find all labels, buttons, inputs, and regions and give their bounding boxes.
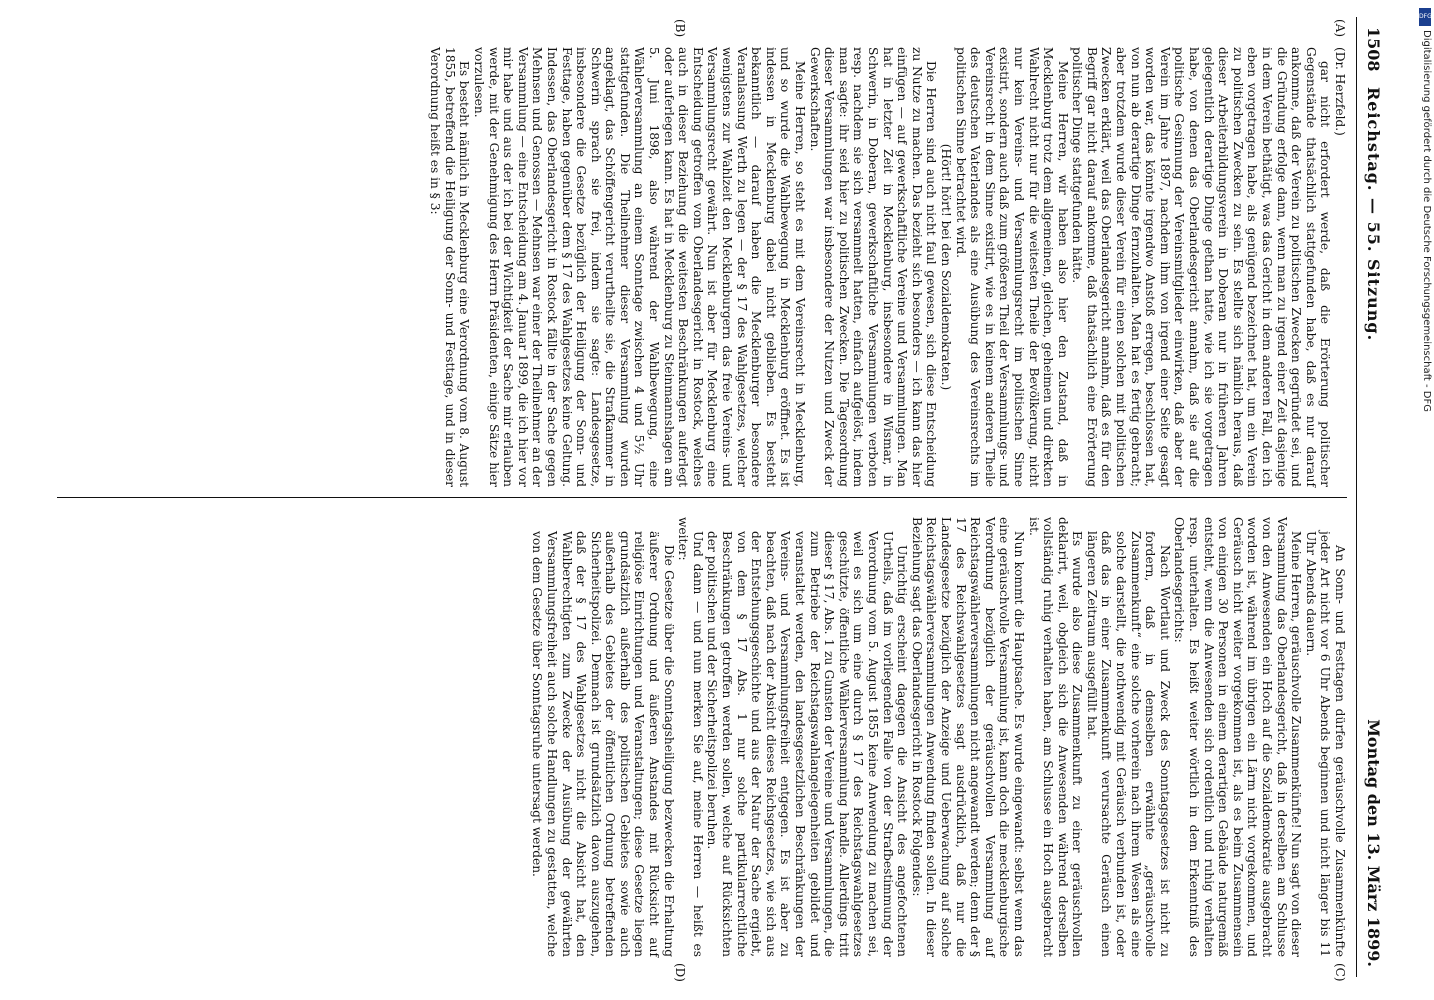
dfg-logo: DFG xyxy=(1419,8,1431,26)
session-title: Reichstag. — 55. Sitzung. xyxy=(1364,87,1383,342)
paragraph: Es besteht nämlich in Mecklenburg eine Verordnung vom 8. August 1855, betreffend die Heiligung der Sonn- und Festtage, und in dieser Verordnung heißt es in § 3: xyxy=(428,47,472,487)
margin-marker-c: (C) xyxy=(1333,963,1347,982)
paragraph: Die Herren sind auch nicht faul gewesen, sich diese Entscheidung zu Nutze zu machen. Das bezieht sich besonders — ich kann das hier einfügen — auf gewerkschaftliche Vereine und Versammlungen. Man hat in letzter Zeit in Mecklenburg, insbesondere in Wismar, in Schwerin, in Doberan, gewerkschaftliche Versammlungen verboten resp. nachdem sie sich versammelt hatten, einfach aufgelöst, indem man sagte: ihr seid hier zu politischen Zwecken. Die Tagesordnung dieser Versammlungen war insbesondere der Nutzen und Zweck der Gewerkschaften. xyxy=(807,47,939,487)
speaker-name: (Dr. Herzfeld.) xyxy=(1333,47,1347,136)
margin-marker-a: (A) xyxy=(1333,19,1347,38)
interjection: (Hört! hört! bei den Sozialdemokraten.) xyxy=(938,143,953,391)
right-column xyxy=(530,517,1347,957)
session-date: Montag den 13. März 1899. xyxy=(1364,719,1383,967)
quoted-paragraph: An Sonn- und Festtagen dürfen geräuschvolle Zusammenkünfte jeder Art nicht vor 6 Uhr Abends beginnen und nicht länger bis 11 Uhr Abends dauern. xyxy=(1303,531,1347,957)
paragraph: Meine Herren, so steht es mit dem Vereinsrecht in Mecklenburg, und so wurde die Wahlbewegung in Mecklenburg eröffnet. Es ist indessen in Mecklenburg dabei nicht geblieben. Es besteht bekanntlich — darauf haben die Mecklenburger besondere Veranlassung Werth zu legen — der § 17 des Wahlgesetzes, welcher wenigstens zur Wahlzeit den Mecklenburgern das freie Vereins- und Versammlungsrecht gewährt. Nun ist aber für Mecklenburg eine Entscheidung getroffen vom Oberlandesgericht in Rostock, welches auch in dieser Beziehung die weitesten Beschränkungen auferlegt oder auferlegen kann. Es hat in Mecklenburg zu Steinmannshagen am 5. Juni 1898, also während der Wahlbewegung, eine Wählerversammlung an einem Sonntage zwischen 4 und 5½ Uhr stattgefunden. Die Theilnehmer dieser Versammlung wurden angeklagt, das Schöffengericht verurtheilte sie, die Strafkammer in Schwerin sprach sie frei, indem sie sagte: Landesgesetze, insbesondere die Gesetze bezüglich der Heiligung der Sonn- und Festtage, haben gegenüber dem § 17 des Wahlgesetzes keine Geltung. Indessen, das Oberlandesgericht in Rostock fällte in der Sache gegen Mehnsen und Genossen — Mehnsen war einer der Theilnehmer an der Versammlung — eine Entscheidung am 4. Januar 1899, die ich hier vor mir habe und aus der ich bei der Wichtigkeit der Sache mir erlauben werde, mit der Genehmigung des Herrn Präsidenten, einige Sätze hier vorzulesen. xyxy=(471,47,808,487)
digitization-note-text: Digitalisierung gefördert durch die Deutsche Forschungsgemeinschaft - DFG xyxy=(1421,30,1432,413)
quoted-paragraph: Unrichtig erscheint dagegen die Ansicht des angefochtenen Urtheils, daß im vorliegenden Falle von der Strafbestimmung der Verordnung vom 5. August 1855 keine Anwendung zu machen sei, weil es sich um eine durch § 17 des Reichstagswahlgesetzes geschützte, öffentliche Wählerversammlung handle. Allerdings tritt dieser § 17, Abs. 1 zu Gunsten der Vereine und Versammlungen, die zum Betriebe der Reichstagswahlangelegenheiten gebildet und veranstaltet werden, den landesgesetzlichen Beschränkungen der Vereins- und Versammlungsfreiheit entgegen. Es ist aber zu beachten, daß nach der Absicht dieses Reichsgesetzes, wie sich aus der Entstehungsgeschichte und aus der Natur der Sache ergiebt, von dem § 17 Abs. 1 nur solche partikularrechtliche Beschränkungen getroffen werden sollen, welche auf Rücksichten der politischen und der Sicherheitspolizei beruhen. xyxy=(705,531,910,957)
page-header xyxy=(1357,17,1387,977)
paragraph: gar nicht erfordert werde, daß die Erörterung politischer Gegenstände thatsächlich stattgefunden habe, daß es nur darauf ankomme, daß der Verein zu politischen Zwecken gegründet sei, und die Gründung erfolge dann, wenn man zu irgend einer Zeit dasjenige in dem Verein bethätigt, was das Gericht in dem anderen Fall, den ich eben vorgetragen habe, als genügend bezeichnet hat, um ein Verein zu politischen Zwecken zu sein. Es stellte sich nämlich heraus, daß dieser Arbeiterbildungsverein in Doberan nur in früheren Jahren gelegentlich derartige Dinge gethan hatte, wie ich sie vorgetragen habe, von denen das Oberlandesgericht annahm, daß sie auf die politische Gesinnung der Vereinsmitglieder einwirken, daß aber der Verein im Jahre 1897, nachdem ihm von irgend einer Seite gesagt worden war, das könnte irgendwo Anstoß erregen, beschlossen hat, von nun ab derartige Dinge fernzuhalten. Man hat es fertig gebracht; aber trotzdem wurde dieser Verein für einen solchen mit politischen Zwecken erklärt, weil das Oberlandesgericht annahm, daß es für den Begriff gar nicht darauf ankomme, daß thatsächlich eine Erörterung politischer Dinge stattgefunden hätte. xyxy=(1070,47,1333,487)
header-rule xyxy=(1356,17,1357,977)
paragraph: Und dann — und nun merken Sie auf, meine Herren — heißt es weiter: xyxy=(676,517,705,957)
quoted-paragraph: Die Gesetze über die Sonntagsheiligung bezwecken die Erhaltung äußerer Ordnung und äußeren Anstandes mit Rücksicht auf religiöse Einrichtungen und Veranstaltungen; diese Gesetze liegen grundsätzlich außerhalb des politischen Gebietes sowie auch außerhalb des Gebietes der öffentlichen Ordnung betreffenden Sicherheitspolizei. Demnach ist grundsätzlich davon auszugehen, daß der § 17 des Wahlgesetzes nicht die Absicht hat, den Wahlberechtigten zum Zwecke der Ausübung der gewährten Versammlungsfreiheit auch solche Handlungen zu gestatten, welche von dem Gesetze über Sonntagsruhe untersagt werden. xyxy=(530,531,676,957)
margin-marker-b: (B) xyxy=(673,19,687,38)
paragraph: Meine Herren, wir haben also hier den Zustand, daß in Mecklenburg trotz dem allgemeinen, gleichen, geheimen und direkten Wahlrecht nicht nur für die weitesten Theile der Bevölkerung, nicht nur kein Vereins- und Versammlungsrecht im politischen Sinne existirt, sondern auch daß zum größeren Theil der Versammlungs- und Vereinsrecht in dem Sinne existirt, wie es in keinem anderen Theile des deutschen Vaterlandes als eine Ausübung des Vereinsrechts im politischen Sinne betrachtet wird. xyxy=(953,47,1070,487)
paragraph: Meine Herren, geräuschvolle Zusammenkünfte! Nun sagt von dieser Versammlung das Oberlandesgericht, daß in derselben am Schlusse von den Anwesenden ein Hoch auf die Sozialdemokratie ausgebracht worden ist, während im übrigen ein Lärm nicht vorgekommen, und Geräusch nicht weiter vorgekommen ist, als es beim Zusammensein von einigen 30 Personen in einem derartigen Gebäude naturgemäß entsteht, wenn die Anwesenden sich ordentlich und ruhig verhalten resp. unterhalten. Es heißt weiter wörtlich in dem Erkenntniß des Oberlandesgerichts: xyxy=(1172,517,1304,957)
quoted-paragraph: Nach Wortlaut und Zweck des Sonntagsgesetzes ist nicht zu fordern, daß in demselben erwähnte „geräuschvolle Zusammenkunft“ eine solche vorherein nach ihrem Wesen als eine solche darstellt, die nothwendig mit Geräusch verbunden ist, oder daß das in einer Zusammenkunft verursachte Geräusch einen längeren Zeitraum ausgefüllt hat. xyxy=(1084,531,1172,957)
page-number: 1508 xyxy=(1364,27,1383,72)
left-column xyxy=(428,47,1347,487)
digitization-note xyxy=(1418,30,1432,990)
margin-marker-d: (D) xyxy=(673,963,687,982)
paragraph: Nun kommt die Hauptsache. Es wurde eingewandt: selbst wenn das eine geräuschvolle Versammlung ist, kann doch die mecklenburgische Verordnung bezüglich der geräuschvollen Versammlung auf Reichstagswählerversammlungen nicht angewandt werden; denn der § 17 des Reichswahlgesetzes sagt ausdrücklich, daß nur die Landesgesetze bezüglich der Anzeige und Ueberwachung auf solche Reichstagswählerversammlungen Anwendung finden sollen. In dieser Beziehung sagt das Oberlandesgericht in Rostock Folgendes: xyxy=(909,517,1026,957)
column-divider xyxy=(57,497,1347,498)
paragraph: Es wurde also diese Zusammenkunft zu einer geräuschvollen deklarirt, weil, obgleich sich die Anwesenden während derselben vollständig ruhig verhalten haben, am Schlusse ein Hoch ausgebracht ist. xyxy=(1026,517,1085,957)
document-page xyxy=(47,17,1387,982)
